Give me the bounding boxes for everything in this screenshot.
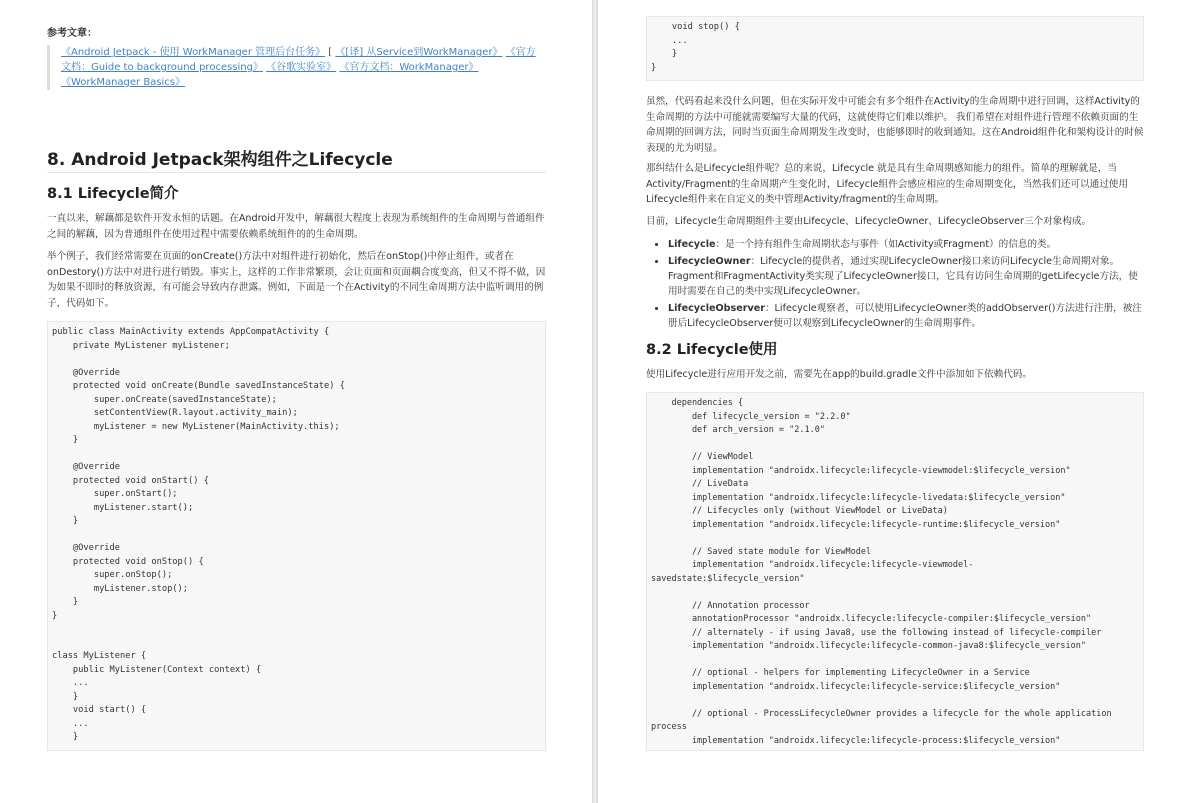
paragraph-components: 目前，Lifecycle生命周期组件主要由Lifecycle、LifecycleOwner、LifecycleObserver三个对象构成。: [646, 216, 1092, 227]
ref-link-google-codelab[interactable]: 《谷歌实验室》: [266, 62, 337, 73]
code-block-stop: void stop() { ... } }: [646, 16, 1144, 81]
chapter-heading: 8. Android Jetpack架构组件之Lifecycle: [47, 150, 393, 170]
references-quote: [47, 45, 541, 90]
ref-link-service-to-workmanager[interactable]: 《[译] 从Service到WorkManager》: [335, 47, 503, 58]
heading-rule: [47, 172, 546, 173]
ref-link-workmanager-basics[interactable]: 《WorkManager Basics》: [61, 77, 186, 88]
term-lifecycleobserver: LifecycleObserver: [668, 303, 765, 314]
code-block-dependencies: dependencies { def lifecycle_version = "2.2.0" def arch_version = "2.1.0" // ViewModel implementation "androidx.lifecycle:lifecycle-viewmodel:$lifecycle_version" // LiveData implementation "androidx.lifecycle:lifecycle-livedata:$lifecycle_version" // Lifecycles only (without ViewModel or LiveData) implementation "androidx.lifecycle:lifecycle-runtime:$lifecycle_version" // Saved state module for ViewModel implementation "androidx.lifecycle:lifecycle-viewmodel- savedstate:$lifecycle_version" // Annotation processor annotationProcessor "androidx.lifecycle:lifecycle-compiler:$lifecycle_version" // alternately - if using Java8, use the following instead of lifecycle-compiler implementation "androidx.lifecycle:lifecycle-common-java8:$lifecycle_version" // optional - helpers for implementing LifecycleOwner in a Service implementation "androidx.lifecycle:lifecycle-service:$lifecycle_version" // optional - ProcessLifecycleOwner provides a lifecycle for the whole application process implementation "androidx.lifecycle:lifecycle-process:$lifecycle_version": [646, 392, 1144, 751]
paragraph-dependency: 使用Lifecycle进行应用开发之前，需要先在app的build.gradle文件中添加如下依赖代码。: [646, 369, 1032, 380]
term-lifecycleowner: LifecycleOwner: [668, 256, 751, 267]
list-item-lifecycle: [668, 236, 1144, 252]
desc-lifecycleowner: ：Lifecycle的提供者，通过实现LifecycleOwner接口来访问Lifecycle生命周期对象。Fragment和FragmentActivity类实现了LifecycleOwner接口，它具有访问生命周期的getLifecycle方法，使用时需要在自己的类中实现LifecycleOwner。: [668, 256, 1138, 297]
term-lifecycle: Lifecycle: [668, 239, 716, 250]
lifecycle-object-list: [646, 236, 1144, 332]
document-page-left: [0, 0, 592, 803]
code-block-mainactivity: public class MainActivity extends AppCompatActivity { private MyListener myListener; @Override protected void onCreate(Bundle savedInstanceState) { super.onCreate(savedInstanceState); setContentView(R.layout.activity_main); myListener = new MyListener(MainActivity.this); } @Override protected void onStart() { super.onStart(); myListener.start(); } @Override protected void onStop() { super.onStop(); myListener.stop(); } } class MyListener { public MyListener(Context context) { ... } void start() { ... }: [47, 321, 546, 751]
references-heading: 参考文章：: [47, 28, 97, 39]
desc-lifecycle: ：是一个持有组件生命周期状态与事件（如Activity或Fragment）的信息的类。: [715, 239, 1057, 250]
desc-lifecycleobserver: ：Lifecycle观察者，可以使用LifecycleOwner类的addObserver()方法进行注册，被注册后LifecycleObserver便可以观察到LifecycleOwner的生命周期事件。: [668, 303, 1142, 329]
list-item-lifecycleowner: [668, 253, 1144, 299]
ref-link-background-processing[interactable]: 《官方文档：Guide to background processing》: [61, 47, 536, 73]
document-page-right: [598, 0, 1190, 803]
paragraph-intro: 一直以来，解藕都是软件开发永恒的话题。在Android开发中，解藕很大程度上表现为系统组件的生命周期与普通组件之间的解藕，因为普通组件在使用过程中需要依赖系统组件的的生命周期。: [47, 213, 545, 240]
ref-link-official-workmanager[interactable]: 《官方文档：WorkManager》: [339, 62, 479, 73]
paragraph-example: 举个例子，我们经常需要在页面的onCreate()方法中对组件进行初始化，然后在onStop()中停止组件，或者在onDestory()方法中对进行进行销毁。事实上，这样的工作非常繁琐，会让页面和页面耦合度变高，但又不得不做，因为如果不即时的释放资源，有可能会导致内存泄露。例如，下面是一个在Activity的不同生命周期方法中监听调用的例子，代码如下。: [47, 251, 546, 309]
paragraph-problem: 虽然，代码看起来没什么问题，但在实际开发中可能会有多个组件在Activity的生命周期中进行回调，这样Activity的生命周期的方法中可能就需要编写大量的代码，这就使得它们难以维护。 我们希望在对组件进行管理不依赖页面的生命周期的回调方法，同时当页面生命周期发生改变时，也能够即时的收到通知。这在Android组件化和架构设计的时候表现的尤为明显。: [646, 96, 1144, 154]
paragraph-what-is-lifecycle: 那纠结什么是Lifecycle组件呢？总的来说，Lifecycle 就是具有生命周期感知能力的组件。简单的理解就是，当Activity/Fragment的生命周期产生变化时，Lifecycle组件会感应相应的生命周期变化，当然我们还可以通过使用Lifecycle组件来在自定义的类中管理Activity/fragment的生命周期。: [646, 163, 1128, 205]
section-heading-8-2: 8.2 Lifecycle使用: [646, 342, 778, 358]
section-heading-8-1: 8.1 Lifecycle简介: [47, 186, 179, 202]
ref-separator: [: [325, 47, 336, 58]
list-item-lifecycleobserver: [668, 300, 1144, 331]
ref-link-workmanager[interactable]: 《Android Jetpack - 使用 WorkManager 管理后台任务》: [61, 47, 326, 58]
